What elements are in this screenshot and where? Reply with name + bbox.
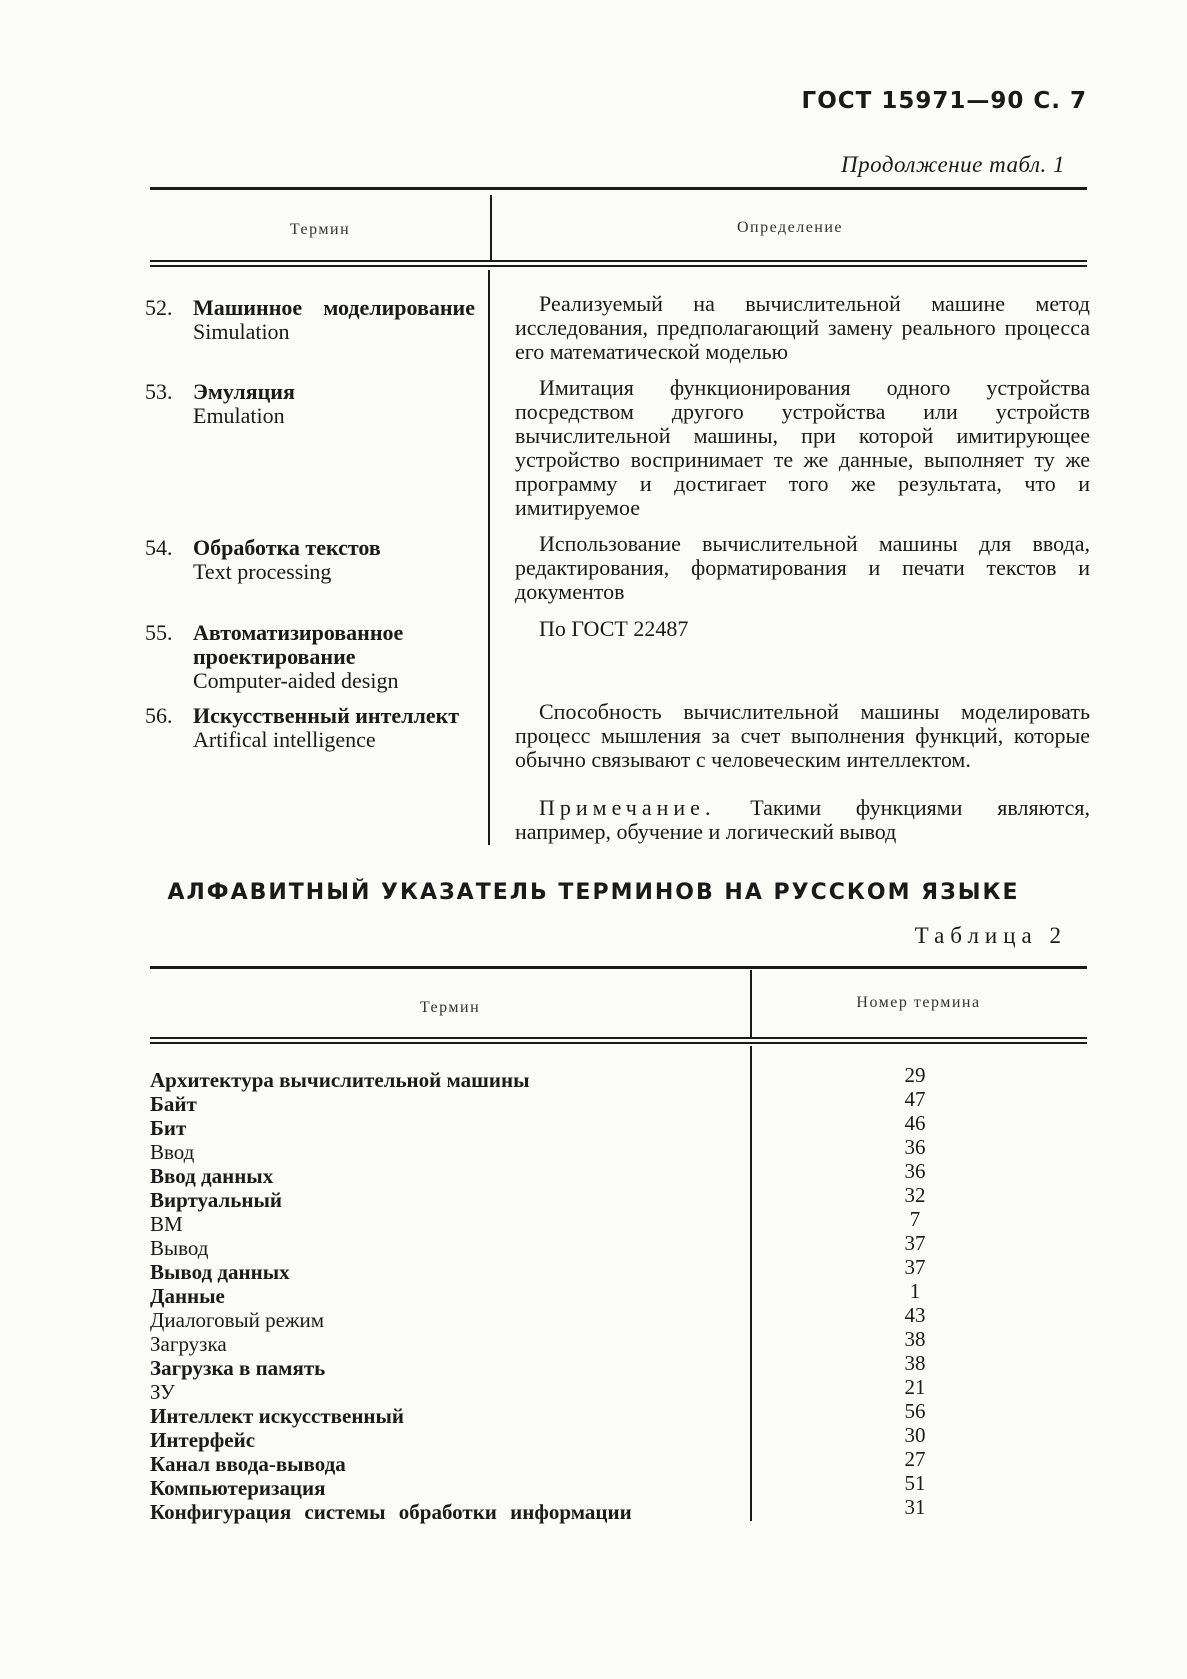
term-number: 55. bbox=[145, 620, 173, 645]
term-number-value: 29 bbox=[904, 1063, 926, 1087]
definition-56-note bbox=[515, 796, 1090, 844]
term-number: 56. bbox=[145, 703, 173, 728]
list-item: Вывод данных bbox=[150, 1260, 290, 1284]
table2-header-rule-1 bbox=[150, 1037, 1087, 1039]
list-item: Ввод bbox=[150, 1140, 195, 1164]
table2-header-divider bbox=[750, 970, 752, 1038]
term-number: 53. bbox=[145, 379, 173, 404]
list-item: Конфигурация системы обработки информации bbox=[150, 1500, 632, 1524]
list-item: Данные bbox=[150, 1284, 225, 1308]
definition-52: Реализуемый на вычислительной машине метод исследования, предполагающий замену реального процесса его математической моделью bbox=[515, 291, 1090, 364]
term-russian: Автоматизированное проектирование bbox=[193, 620, 404, 669]
definition-text: Способность вычислительной машины моделировать процесс мышления за счет выполнения функций, которые обычно связывают с человеческим интеллектом. bbox=[515, 699, 1090, 772]
term-number-value: 21 bbox=[904, 1375, 926, 1399]
table1-header-rule-1 bbox=[150, 260, 1087, 262]
term-number: 52. bbox=[145, 295, 173, 320]
list-item: Диалоговый режим bbox=[150, 1308, 325, 1332]
definition-55: По ГОСТ 22487 bbox=[539, 616, 689, 641]
term-53 bbox=[145, 380, 475, 428]
table1-header-definition: Определение bbox=[736, 219, 844, 236]
list-item: Загрузка в память bbox=[150, 1356, 326, 1380]
table1-header-rule-2 bbox=[150, 265, 1087, 267]
list-item: Интеллект искусственный bbox=[150, 1404, 405, 1428]
table2-header-term: Термин bbox=[419, 999, 481, 1016]
table1-column-divider bbox=[488, 270, 490, 845]
table2-top-rule bbox=[150, 966, 1087, 969]
term-52 bbox=[145, 296, 475, 344]
term-number-value: 38 bbox=[904, 1351, 926, 1375]
term-number-value: 43 bbox=[904, 1303, 926, 1327]
term-russian: Обработка текстов bbox=[193, 535, 381, 560]
list-item: Загрузка bbox=[150, 1332, 227, 1356]
term-number-value: 38 bbox=[904, 1327, 926, 1351]
table1-top-rule bbox=[150, 187, 1087, 190]
term-number-value: 36 bbox=[904, 1159, 926, 1183]
term-number-value: 46 bbox=[904, 1111, 926, 1135]
term-number-value: 37 bbox=[904, 1255, 926, 1279]
list-item: Виртуальный bbox=[150, 1188, 282, 1212]
list-item: ЗУ bbox=[150, 1380, 175, 1404]
term-russian: Машинное моделирование bbox=[193, 295, 475, 320]
page-header: ГОСТ 15971—90 С. 7 bbox=[801, 88, 1087, 114]
term-number-value: 51 bbox=[904, 1471, 926, 1495]
term-number-value: 31 bbox=[904, 1495, 926, 1519]
term-english: Artifical intelligence bbox=[193, 727, 376, 752]
list-item: Интерфейс bbox=[150, 1428, 256, 1452]
term-number-value: 32 bbox=[904, 1183, 926, 1207]
term-english: Emulation bbox=[193, 403, 285, 428]
term-russian: Искусственный интеллект bbox=[193, 703, 460, 728]
definition-56 bbox=[515, 700, 1090, 772]
term-54 bbox=[145, 536, 475, 584]
table2-header-rule-2 bbox=[150, 1042, 1087, 1044]
list-item: Ввод данных bbox=[150, 1164, 274, 1188]
term-russian: Эмуляция bbox=[193, 379, 295, 404]
definition-53: Имитация функционирования одного устройства посредством другого устройства или устройств вычислительной машины, при которой имитирующее устройство воспринимает те же данные, выполняет ту же программу и достигает того же результата, что и имитируемое bbox=[515, 375, 1090, 520]
term-number-value: 30 bbox=[904, 1423, 926, 1447]
table2-label: Таблица 2 bbox=[914, 923, 1067, 948]
index-number-list bbox=[860, 1063, 970, 1519]
term-number-value: 47 bbox=[904, 1087, 926, 1111]
term-english: Simulation bbox=[193, 319, 290, 344]
note-label: Примечание. bbox=[539, 795, 716, 820]
list-item: Байт bbox=[150, 1092, 197, 1116]
term-number-value: 56 bbox=[904, 1399, 926, 1423]
table1-header-divider bbox=[490, 195, 492, 260]
term-55 bbox=[145, 621, 475, 693]
term-number-value: 1 bbox=[909, 1279, 921, 1303]
list-item: Бит bbox=[150, 1116, 187, 1140]
list-item: Канал ввода-вывода bbox=[150, 1452, 346, 1476]
index-title: АЛФАВИТНЫЙ УКАЗАТЕЛЬ ТЕРМИНОВ НА РУССКОМ ЯЗЫКЕ bbox=[167, 880, 1020, 905]
table2-column-divider bbox=[750, 1046, 752, 1521]
list-item: Вывод bbox=[150, 1236, 209, 1260]
table2-header-number: Номер термина bbox=[856, 994, 981, 1011]
table-continuation-label: Продолжение табл. 1 bbox=[841, 152, 1065, 177]
term-number-value: 36 bbox=[904, 1135, 926, 1159]
term-number-value: 27 bbox=[904, 1447, 926, 1471]
index-term-list bbox=[150, 1068, 710, 1524]
term-number-value: 7 bbox=[909, 1207, 921, 1231]
term-number-value: 37 bbox=[904, 1231, 926, 1255]
list-item: ВМ bbox=[150, 1212, 183, 1236]
definition-54: Использование вычислительной машины для ввода, редактирования, форматирования и печати текстов и документов bbox=[515, 531, 1090, 604]
note-text: Такими функциями являются, например, обучение и логический вывод bbox=[515, 795, 1090, 844]
list-item: Архитектура вычислительной машины bbox=[150, 1068, 530, 1092]
term-english: Computer-aided design bbox=[193, 668, 399, 693]
term-english: Text processing bbox=[193, 559, 332, 584]
list-item: Компьютеризация bbox=[150, 1476, 326, 1500]
term-56 bbox=[145, 704, 475, 752]
table1-header-term: Термин bbox=[289, 221, 351, 238]
term-number: 54. bbox=[145, 535, 173, 560]
